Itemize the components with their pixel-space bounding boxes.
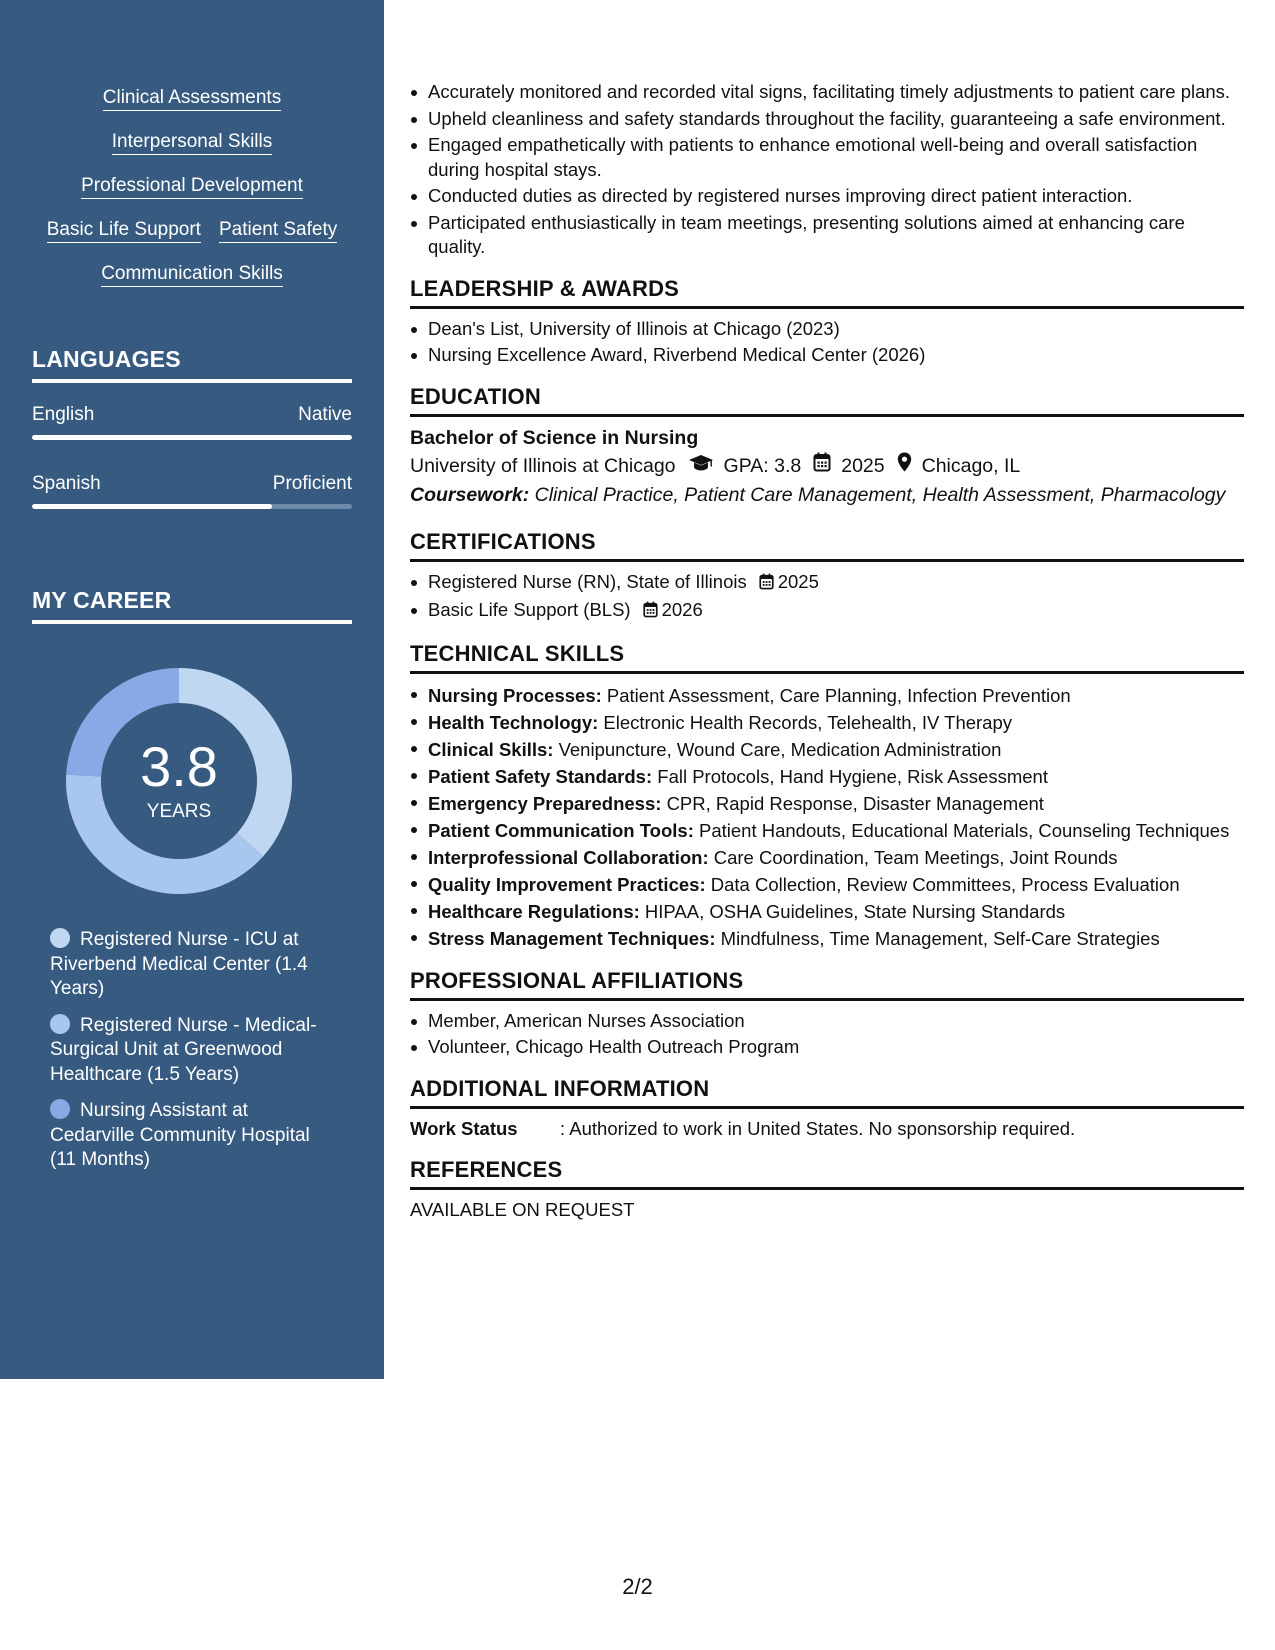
career-color-dot [50,1014,70,1034]
career-item-text: Nursing Assistant at Cedarville Community Hospital (11 Months) [50,1100,310,1170]
section-title: LEADERSHIP & AWARDS [410,276,1244,309]
section-title: CERTIFICATIONS [410,529,1244,562]
list-item: Engaged empathetically with patients to enhance emotional well-being and overall satisfaction during hospital stays. [410,133,1244,182]
skill-tag: Communication Skills [101,262,283,287]
skill-tags [0,86,384,306]
list-item [410,682,1244,709]
section-title: TECHNICAL SKILLS [410,641,1244,674]
certification-year: 2026 [661,599,703,620]
skill-value: Data Collection, Review Committees, Process Evaluation [710,873,1180,895]
graduation-year: 2025 [841,454,885,477]
section-title: EDUCATION [410,384,1244,417]
additional-info-section [410,1076,1244,1141]
list-item [410,790,1244,817]
list-item [410,898,1244,925]
list-item: Member, American Nurses Association [410,1009,1244,1034]
leadership-section [410,276,1244,368]
language-level: Proficient [272,473,352,494]
language-proficiency-fill [32,504,272,509]
work-status [410,1117,1244,1141]
skill-tag: Interpersonal Skills [112,130,273,155]
skill-tag-row [0,218,384,243]
skill-label: Quality Improvement Practices: [428,873,706,895]
career-donut-center [66,668,292,894]
calendar-icon [643,600,658,625]
skill-label: Patient Communication Tools: [428,819,694,841]
career-total-value: 3.8 [140,735,218,798]
list-item [410,925,1244,952]
career-item [50,1014,330,1088]
career-item [50,1099,330,1173]
coursework-list: Clinical Practice, Patient Care Management, Health Assessment, Pharmacology [534,483,1226,506]
experience-bullets [410,80,1244,260]
skill-value: Mindfulness, Time Management, Self-Care Strategies [720,927,1160,949]
calendar-icon [813,451,831,481]
career-list [50,928,330,1185]
section-title: ADDITIONAL INFORMATION [410,1076,1244,1109]
skill-label: Emergency Preparedness: [428,792,662,814]
career-item-text: Registered Nurse - Medical-Surgical Unit at Greenwood Healthcare (1.5 Years) [50,1014,317,1085]
skill-tag: Basic Life Support [47,218,201,243]
list-item: Dean's List, University of Illinois at Chicago (2023) [410,317,1244,342]
skill-value: HIPAA, OSHA Guidelines, State Nursing Standards [644,900,1066,922]
page-number: 2/2 [622,1574,653,1599]
sidebar [0,0,384,1379]
skill-tag: Clinical Assessments [103,86,281,111]
skill-tag-row [0,174,384,199]
list-item: Upheld cleanliness and safety standards throughout the facility, guaranteeing a safe environment. [410,107,1244,132]
references-text: AVAILABLE ON REQUEST [410,1198,635,1220]
skill-value: Patient Assessment, Care Planning, Infection Prevention [606,684,1071,706]
language-proficiency-bar [32,504,352,509]
language-proficiency-bar [32,435,352,440]
skill-label: Patient Safety Standards: [428,765,653,787]
skill-tag: Patient Safety [219,218,337,243]
career-color-dot [50,928,70,948]
skill-value: Electronic Health Records, Telehealth, IV Therapy [603,711,1013,733]
list-item [410,736,1244,763]
skill-label: Nursing Processes: [428,684,602,706]
list-item: Accurately monitored and recorded vital signs, facilitating timely adjustments to patient care plans. [410,80,1244,105]
calendar-icon [759,572,774,597]
affiliations-section [410,968,1244,1060]
career-donut-chart [66,668,292,894]
language-name: English [32,404,95,425]
work-status-value: : Authorized to work in United States. No sponsorship required. [560,1117,1076,1139]
language-level: Native [298,404,352,425]
certifications-section [410,529,1244,625]
language-proficiency-fill [32,435,352,440]
list-item [410,709,1244,736]
section-title: REFERENCES [410,1157,1244,1190]
section-title: PROFESSIONAL AFFILIATIONS [410,968,1244,1001]
language-name: Spanish [32,473,101,494]
education-section [410,384,1244,507]
career-total-unit: YEARS [146,801,212,822]
school-name: University of Illinois at Chicago [410,454,676,477]
skill-label: Clinical Skills: [428,738,554,760]
certification-name: Basic Life Support (BLS) [428,599,631,620]
main-content [410,80,1244,1222]
location-pin-icon [897,451,912,481]
education-details [410,451,1244,481]
gpa: GPA: 3.8 [723,454,802,477]
career-heading: MY CAREER [32,587,352,624]
skill-label: Stress Management Techniques: [428,927,716,949]
certification-name: Registered Nurse (RN), State of Illinois [428,570,747,592]
skill-label: Health Technology: [428,711,599,733]
skill-value: Patient Handouts, Educational Materials, Counseling Techniques [699,819,1230,841]
career-color-dot [50,1099,70,1119]
graduation-cap-icon [688,451,714,481]
language-spanish [32,472,352,509]
list-item [410,763,1244,790]
coursework-label: Coursework: [410,483,530,506]
list-item: Conducted duties as directed by registered nurses improving direct patient interaction. [410,184,1244,209]
list-item: Participated enthusiastically in team meetings, presenting solutions aimed at enhancing care quality. [410,211,1244,260]
list-item [410,598,1244,625]
skill-label: Interprofessional Collaboration: [428,846,709,868]
references-section [410,1157,1244,1222]
skill-tag-row [0,86,384,111]
skill-tag: Professional Development [81,174,303,199]
certification-year: 2025 [777,570,819,592]
list-item [410,871,1244,898]
list-item [410,844,1244,871]
language-english [32,403,352,440]
skill-tag-row [0,262,384,287]
career-item-text: Registered Nurse - ICU at Riverbend Medical Center (1.4 Years) [50,929,308,999]
career-item [50,928,330,1002]
list-item: Volunteer, Chicago Health Outreach Program [410,1035,1244,1060]
list-item [410,570,1244,597]
skill-tag-row [0,130,384,155]
technical-skills-section [410,641,1244,952]
skill-value: Venipuncture, Wound Care, Medication Administration [558,738,1002,760]
skill-value: CPR, Rapid Response, Disaster Management [666,792,1044,814]
coursework [410,483,1244,507]
skill-value: Care Coordination, Team Meetings, Joint Rounds [713,846,1118,868]
work-status-label: Work Status [410,1117,518,1139]
list-item: Nursing Excellence Award, Riverbend Medical Center (2026) [410,343,1244,368]
skill-label: Healthcare Regulations: [428,900,640,922]
list-item [410,817,1244,844]
skill-value: Fall Protocols, Hand Hygiene, Risk Assessment [657,765,1048,787]
education-location: Chicago, IL [921,454,1021,477]
languages-heading: LANGUAGES [32,346,352,383]
degree-title: Bachelor of Science in Nursing [410,426,699,449]
